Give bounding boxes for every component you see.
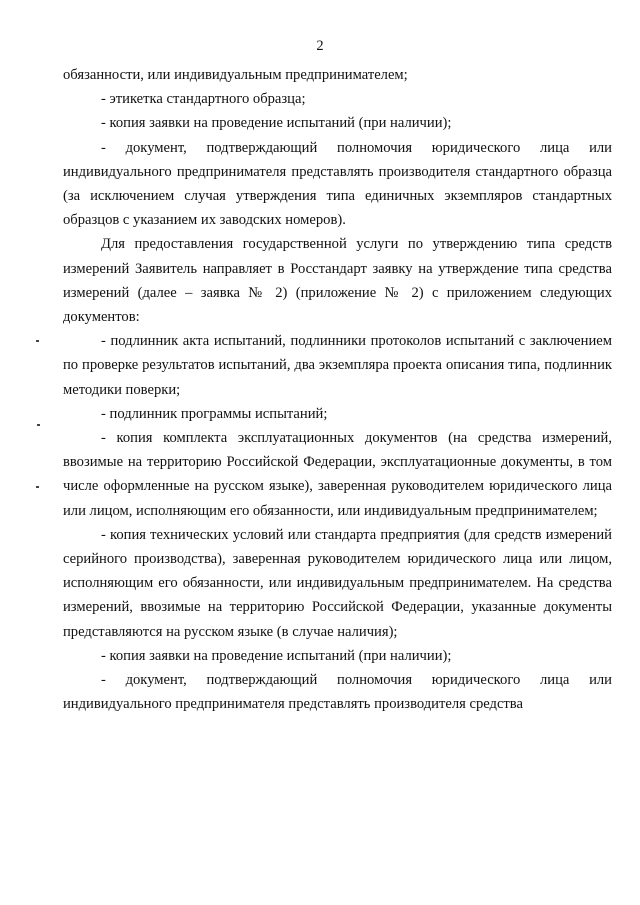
scan-speck [36, 486, 39, 488]
scan-speck [36, 340, 39, 342]
document-body [63, 63, 612, 716]
list-item-test-program: - подлинник программы испытаний; [101, 405, 328, 422]
list-item-test-request-copy-2: - копия заявки на проведение испытаний (при наличии); [101, 647, 452, 664]
list-item-authority-document: - документ, подтверждающий полномочия юридического лица или индивидуального предпринимателя представлять производителя стандартного образца (за исключением случая утверждения типа единичных экземпляров стандартных образцов с указанием их заводских номеров). [63, 139, 612, 229]
list-item-operational-docs: - копия комплекта эксплуатационных документов (на средства измерений, ввозимые на территорию Российской Федерации, эксплуатационные документы, в том числе оформленные на русском языке), заверенная руководителем юридического лица или лицом, исполняющим его обязанности, или индивидуальным предпринимателем; [63, 430, 612, 519]
paragraph-continuation: обязанности, или индивидуальным предпринимателем; [63, 67, 408, 83]
list-item-test-act: - подлинник акта испытаний, подлинники протоколов испытаний с заключением по проверке результатов испытаний, два экземпляра проекта описания типа, подлинник методики поверки; [63, 333, 612, 398]
list-item-technical-conditions: - копия технических условий или стандарта предприятия (для средств измерений серийного производства), заверенная руководителем юридического лица или лицом, исполняющим его обязанности, или индивидуальным предпринимателем. На средства измерений, ввозимые на территорию Российской Федерации, указанные документы представляются на русском языке (в случае наличия); [63, 526, 612, 640]
list-item-label: - этикетка стандартного образца; [101, 91, 306, 108]
list-item-test-request-copy: - копия заявки на проведение испытаний (при наличии); [101, 115, 452, 132]
page-number: 2 [316, 38, 324, 54]
scan-speck [37, 424, 40, 426]
list-item-authority-document-2: - документ, подтверждающий полномочия юридического лица или индивидуального предпринимателя представлять производителя средства [63, 672, 612, 713]
paragraph-type-approval: Для предоставления государственной услуги по утверждению типа средств измерений Заявитель направляет в Росстандарт заявку на утверждение типа средства измерений (далее – заявка № 2) (приложение № 2) с приложением следующих документов: [63, 236, 612, 326]
